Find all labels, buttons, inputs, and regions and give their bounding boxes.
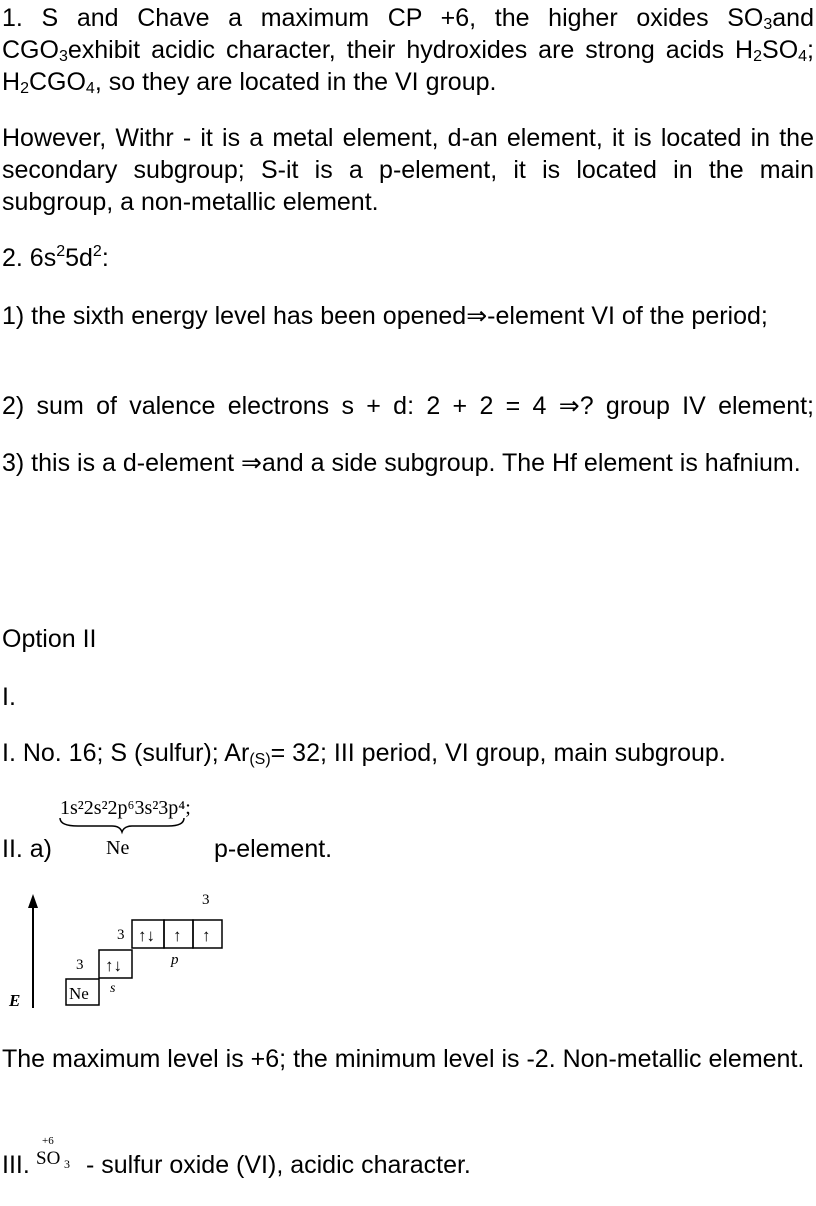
section-two-a-label: II. a) xyxy=(2,835,53,863)
p-element-label: p-element. xyxy=(214,835,333,863)
p-orbital-electrons-1: ↑↓ xyxy=(138,926,155,945)
s-orbital-electrons: ↑↓ xyxy=(105,956,122,975)
paragraph-however: However, Withr - it is a metal element, d-an element, it is located in the secondary subgroup; S-it is a p-element, it is located in the main subgroup, a non-metallic element. xyxy=(2,124,814,216)
sulfur-oxide-description: - sulfur oxide (VI), acidic character. xyxy=(86,1151,471,1179)
p-orbital-electrons-2: ↑ xyxy=(173,926,182,945)
electron-configuration-image xyxy=(58,792,228,862)
ne-core-label: Ne xyxy=(69,984,89,1003)
paragraph-oxides: 1. S and Chave a maximum CP +6, the higher oxides $SO_3and$ $CGO_3exhibit$ acidic character, their hydroxides are strong acids $H_2SO_4$; $H_2CGO_4$, so they are located in the VI group. xyxy=(2,4,814,97)
top-level-number: 3 xyxy=(202,892,210,908)
paragraph-configuration: 2. $6s^25d^2$: xyxy=(2,243,109,272)
oxidation-state-label: +6 xyxy=(42,1135,54,1147)
p-level-number: 3 xyxy=(117,927,125,943)
s-sublevel-label: s xyxy=(110,981,116,996)
section-three-label: III. xyxy=(2,1151,30,1179)
oxide-formula-subscript: 3 xyxy=(64,1157,70,1171)
option-heading: Option II xyxy=(2,625,97,653)
paragraph-valence: 2) sum of valence electrons s + d: 2 + 2 = 4 ⇒? group IV element; xyxy=(2,392,814,420)
sulfur-info-line: I. No. 16; S (sulfur); $Ar_{(S)}= 32$; III period, VI group, main subgroup. xyxy=(2,739,726,768)
p-orbital-electrons-3: ↑ xyxy=(202,926,211,945)
paragraph-d-element: 3) this is a d-element ⇒and a side subgroup. The Hf element is hafnium. xyxy=(2,449,801,477)
energy-axis-label: E xyxy=(9,991,21,1010)
section-one-label: I. xyxy=(2,683,16,711)
energy-axis-arrowhead xyxy=(28,894,38,908)
sulfur-oxide-formula xyxy=(36,1132,92,1178)
paragraph-max-min-level: The maximum level is +6; the minimum level is -2. Non-metallic element. xyxy=(2,1045,805,1073)
oxide-formula-so: SO xyxy=(36,1148,61,1169)
configuration-formula: 1s²2s²2p⁶3s²3p⁴; xyxy=(60,797,191,819)
energy-level-diagram xyxy=(4,886,234,1016)
configuration-brace xyxy=(60,818,184,832)
p-sublevel-label: p xyxy=(171,952,179,968)
brace-label-ne: Ne xyxy=(106,837,130,859)
s-level-number: 3 xyxy=(76,957,84,973)
paragraph-energy-level: 1) the sixth energy level has been opened⇒-element VI of the period; xyxy=(2,302,768,330)
